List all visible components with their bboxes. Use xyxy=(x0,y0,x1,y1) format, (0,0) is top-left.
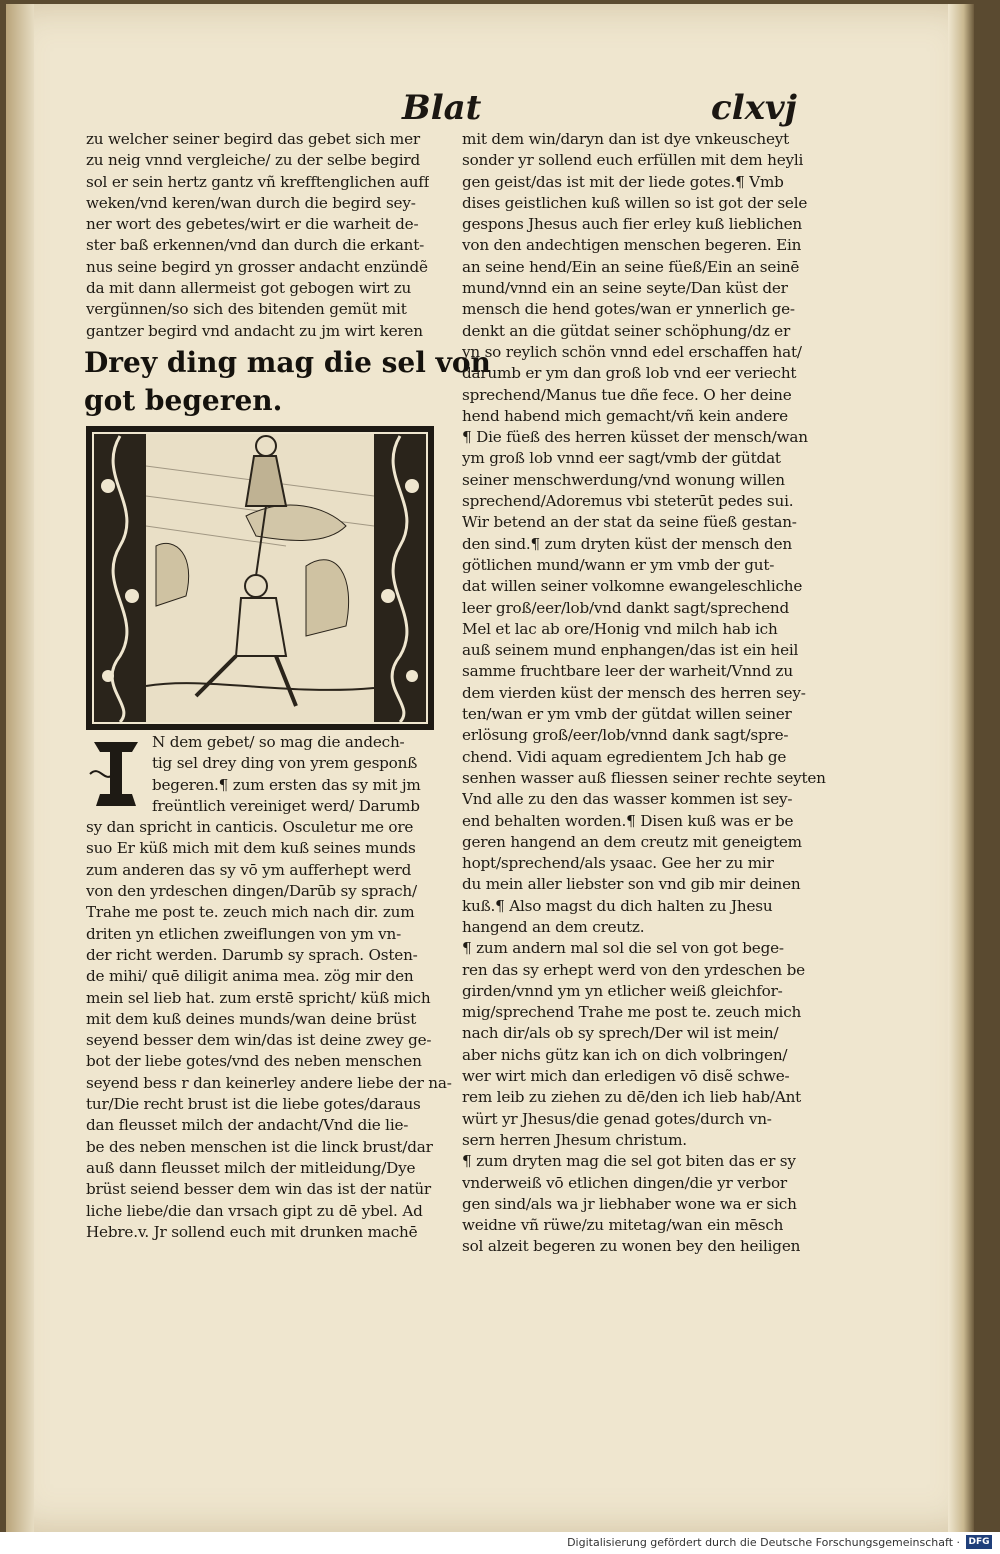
left-column-bottom xyxy=(86,732,452,1243)
text-line: N dem gebet/ so mag die andech- xyxy=(152,733,405,751)
text-line: hangend an dem creutz. xyxy=(462,917,645,936)
text-line: be des neben menschen ist die linck brust/dar xyxy=(86,1137,433,1156)
woodcut-illustration xyxy=(86,426,434,730)
text-line: senhen wasser auß fliessen seiner rechte seyten xyxy=(462,768,826,787)
text-line: samme fruchtbare leer der warheit/Vnnd zu xyxy=(462,662,793,681)
text-line: würt yr Jhesus/die genad gotes/durch vn- xyxy=(462,1109,772,1128)
text-line: seiner menschwerdung/vnd wonung willen xyxy=(462,470,785,489)
dfg-logo-icon: DFG xyxy=(966,1535,992,1549)
text-line: der richt werden. Darumb sy sprach. Osten- xyxy=(86,945,418,964)
text-line: wer wirt mich dan erledigen vō disẽ schwe- xyxy=(462,1067,790,1086)
text-line: darumb er ym dan groß lob vnd eer veriecht xyxy=(462,364,797,383)
text-line: girden/vnnd ym yn etlicher weiß gleichfor- xyxy=(462,981,783,1000)
text-line: weidne vñ rüwe/zu mitetag/wan ein mēsch xyxy=(462,1216,784,1235)
text-line: leer groß/eer/lob/vnd dankt sagt/sprechend xyxy=(462,598,790,617)
text-line: götlichen mund/wann er ym vmb der gut- xyxy=(462,555,775,574)
text-line: end behalten worden.¶ Disen kuß was er be xyxy=(462,811,794,830)
text-line: mit dem win/daryn dan ist dye vnkeuscheyt xyxy=(462,130,790,148)
text-line: mig/sprechend Trahe me post te. zeuch mich xyxy=(462,1003,802,1022)
text-line: geren hangend an dem creutz mit geneigtem xyxy=(462,832,802,851)
text-line: zu neig vnnd vergleiche/ zu der selbe begird xyxy=(86,151,421,170)
left-column-top xyxy=(86,129,429,342)
text-line: ym groß lob vnnd eer sagt/vmb der gütdat xyxy=(462,449,781,468)
footer-bar xyxy=(0,1532,1000,1554)
text-line: kuß.¶ Also magst du dich halten zu Jhesu xyxy=(462,896,773,915)
text-line: mund/vnnd ein an seine seyte/Dan küst der xyxy=(462,279,788,298)
text-line: sprechend/Manus tue dñe fece. O her deine xyxy=(462,385,792,404)
text-line: gantzer begird vnd andacht zu jm wirt keren xyxy=(86,321,423,340)
text-line: denkt an die gütdat seiner schöphung/dz er xyxy=(462,321,791,340)
heading-line: got begeren. xyxy=(84,384,283,417)
text-line: da mit dann allermeist got gebogen wirt zu xyxy=(86,279,412,298)
heading-line: Drey ding mag die sel von xyxy=(84,346,491,379)
text-line: bot der liebe gotes/vnd des neben menschen xyxy=(86,1052,422,1071)
text-line: von den andechtigen menschen begeren. Ein xyxy=(462,236,802,255)
text-line: chend. Vidi aquam egredientem Jch hab ge xyxy=(462,747,787,766)
text-line: dan fleusset milch der andacht/Vnd die lie- xyxy=(86,1116,409,1135)
text-line: aber nichs gütz kan ich on dich volbringen/ xyxy=(462,1045,788,1064)
book-spine xyxy=(6,4,34,1532)
text-line: gen sind/als wa jr liebhaber wone wa er sich xyxy=(462,1194,797,1213)
text-line: ten/wan er ym vmb der gütdat willen seiner xyxy=(462,705,792,724)
text-line: sy dan spricht in canticis. Osculetur me ore xyxy=(86,818,414,837)
text-line: du mein aller liebster son vnd gib mir deinen xyxy=(462,875,801,894)
text-line: nus seine begird yn grosser andacht enzündẽ xyxy=(86,257,428,276)
text-line: den sind.¶ zum dryten küst der mensch den xyxy=(462,534,792,553)
text-line: driten yn etlichen zweiflungen von ym vn- xyxy=(86,924,402,943)
running-head-left: Blat xyxy=(402,88,482,128)
text-line: sol er sein hertz gantz vñ krefftenglichen auff xyxy=(86,172,430,191)
text-line: yn so reylich schön vnnd edel erschaffen hat/ xyxy=(462,342,802,361)
text-line: Hebre.v. Jr sollend euch mit drunken machē xyxy=(86,1222,418,1241)
text-line: ner wort des gebetes/wirt er die warheit de- xyxy=(86,215,419,234)
text-line: auß seinem mund enphangen/das ist ein heil xyxy=(462,641,799,660)
text-line: mein sel lieb hat. zum erstē spricht/ küß mich xyxy=(86,988,431,1007)
text-line: zu welcher seiner begird das gebet sich mer xyxy=(86,130,420,148)
text-line: ¶ zum andern mal sol die sel von got bege- xyxy=(462,939,784,958)
text-line: sern herren Jhesum christum. xyxy=(462,1130,687,1149)
text-line: begeren.¶ zum ersten das sy mit jm xyxy=(152,775,421,794)
text-line: auß dann fleusset milch der mitleidung/Dye xyxy=(86,1158,416,1177)
text-line: ren das sy erhept werd von den yrdeschen be xyxy=(462,960,805,979)
text-line: brüst seiend besser dem win das ist der natür xyxy=(86,1180,431,1199)
right-column xyxy=(462,129,826,1258)
text-line: ster baß erkennen/vnd dan durch die erkant- xyxy=(86,236,425,255)
text-line: Vnd alle zu den das wasser kommen ist sey- xyxy=(462,790,793,809)
text-line: seyend besser dem win/das ist deine zwey ge- xyxy=(86,1031,432,1050)
text-line: dat willen seiner volkomne ewangeleschliche xyxy=(462,577,803,596)
book-page xyxy=(6,4,974,1532)
text-line: de mihi/ quē diligit anima mea. zög mir den xyxy=(86,967,414,986)
section-heading xyxy=(84,344,491,420)
text-line: rem leib zu ziehen zu dē/den ich lieb hab/Ant xyxy=(462,1088,802,1107)
page-edge xyxy=(948,4,974,1532)
text-line: dises geistlichen kuß willen so ist got der sele xyxy=(462,193,808,212)
folio-number: clxvj xyxy=(711,88,797,128)
text-line: vergünnen/so sich des bitenden gemüt mit xyxy=(86,300,407,319)
text-line: Mel et lac ab ore/Honig vnd milch hab ich xyxy=(462,619,778,638)
text-line: weken/vnd keren/wan durch die begird sey- xyxy=(86,193,416,212)
text-line: suo Er küß mich mit dem kuß seines munds xyxy=(86,839,416,858)
text-line: zum anderen das sy vō ym aufferhept werd xyxy=(86,860,412,879)
text-line: tur/Die recht brust ist die liebe gotes/daraus xyxy=(86,1095,421,1114)
text-line: freüntlich vereiniget werd/ Darumb xyxy=(152,796,420,815)
text-line: gespons Jhesus auch fier erley kuß lieblichen xyxy=(462,215,802,234)
text-line: hopt/sprechend/als ysaac. Gee her zu mir xyxy=(462,854,774,873)
text-line: hend habend mich gemacht/vñ kein andere xyxy=(462,406,788,425)
text-line: nach dir/als ob sy sprech/Der wil ist mein/ xyxy=(462,1024,779,1043)
text-line: ¶ Die füeß des herren küsset der mensch/wan xyxy=(462,428,808,447)
footer-credit: Digitalisierung gefördert durch die Deutsche Forschungsgemeinschaft · xyxy=(567,1536,960,1549)
text-line: sol alzeit begeren zu wonen bey den heiligen xyxy=(462,1237,801,1256)
text-line: sprechend/Adoremus vbi steterūt pedes sui. xyxy=(462,492,794,511)
text-line: erlösung groß/eer/lob/vnnd dank sagt/spre- xyxy=(462,726,789,745)
text-line: von den yrdeschen dingen/Darūb sy sprach/ xyxy=(86,882,417,901)
text-line: Trahe me post te. zeuch mich nach dir. zum xyxy=(86,903,415,922)
text-line: vnderweiß vō etlichen dingen/die yr verbor xyxy=(462,1173,787,1192)
text-line: ¶ zum dryten mag die sel got biten das er sy xyxy=(462,1152,796,1171)
text-line: an seine hend/Ein an seine füeß/Ein an seinē xyxy=(462,257,800,276)
text-line: mensch die hend gotes/wan er ynnerlich ge- xyxy=(462,300,795,319)
text-line: mit dem kuß deines munds/wan deine brüst xyxy=(86,1009,417,1028)
text-line: liche liebe/die dan vrsach gipt zu dē ybel. Ad xyxy=(86,1201,423,1220)
text-line: gen geist/das ist mit der liede gotes.¶ Vmb xyxy=(462,172,784,191)
text-line: seyend bess r dan keinerley andere liebe der na- xyxy=(86,1073,452,1092)
text-line: Wir betend an der stat da seine füeß gestan- xyxy=(462,513,797,532)
text-line: sonder yr sollend euch erfüllen mit dem heyli xyxy=(462,151,804,170)
text-line: tig sel drey ding von yrem gesponß xyxy=(152,754,418,773)
text-line: dem vierden küst der mensch des herren sey- xyxy=(462,683,806,702)
